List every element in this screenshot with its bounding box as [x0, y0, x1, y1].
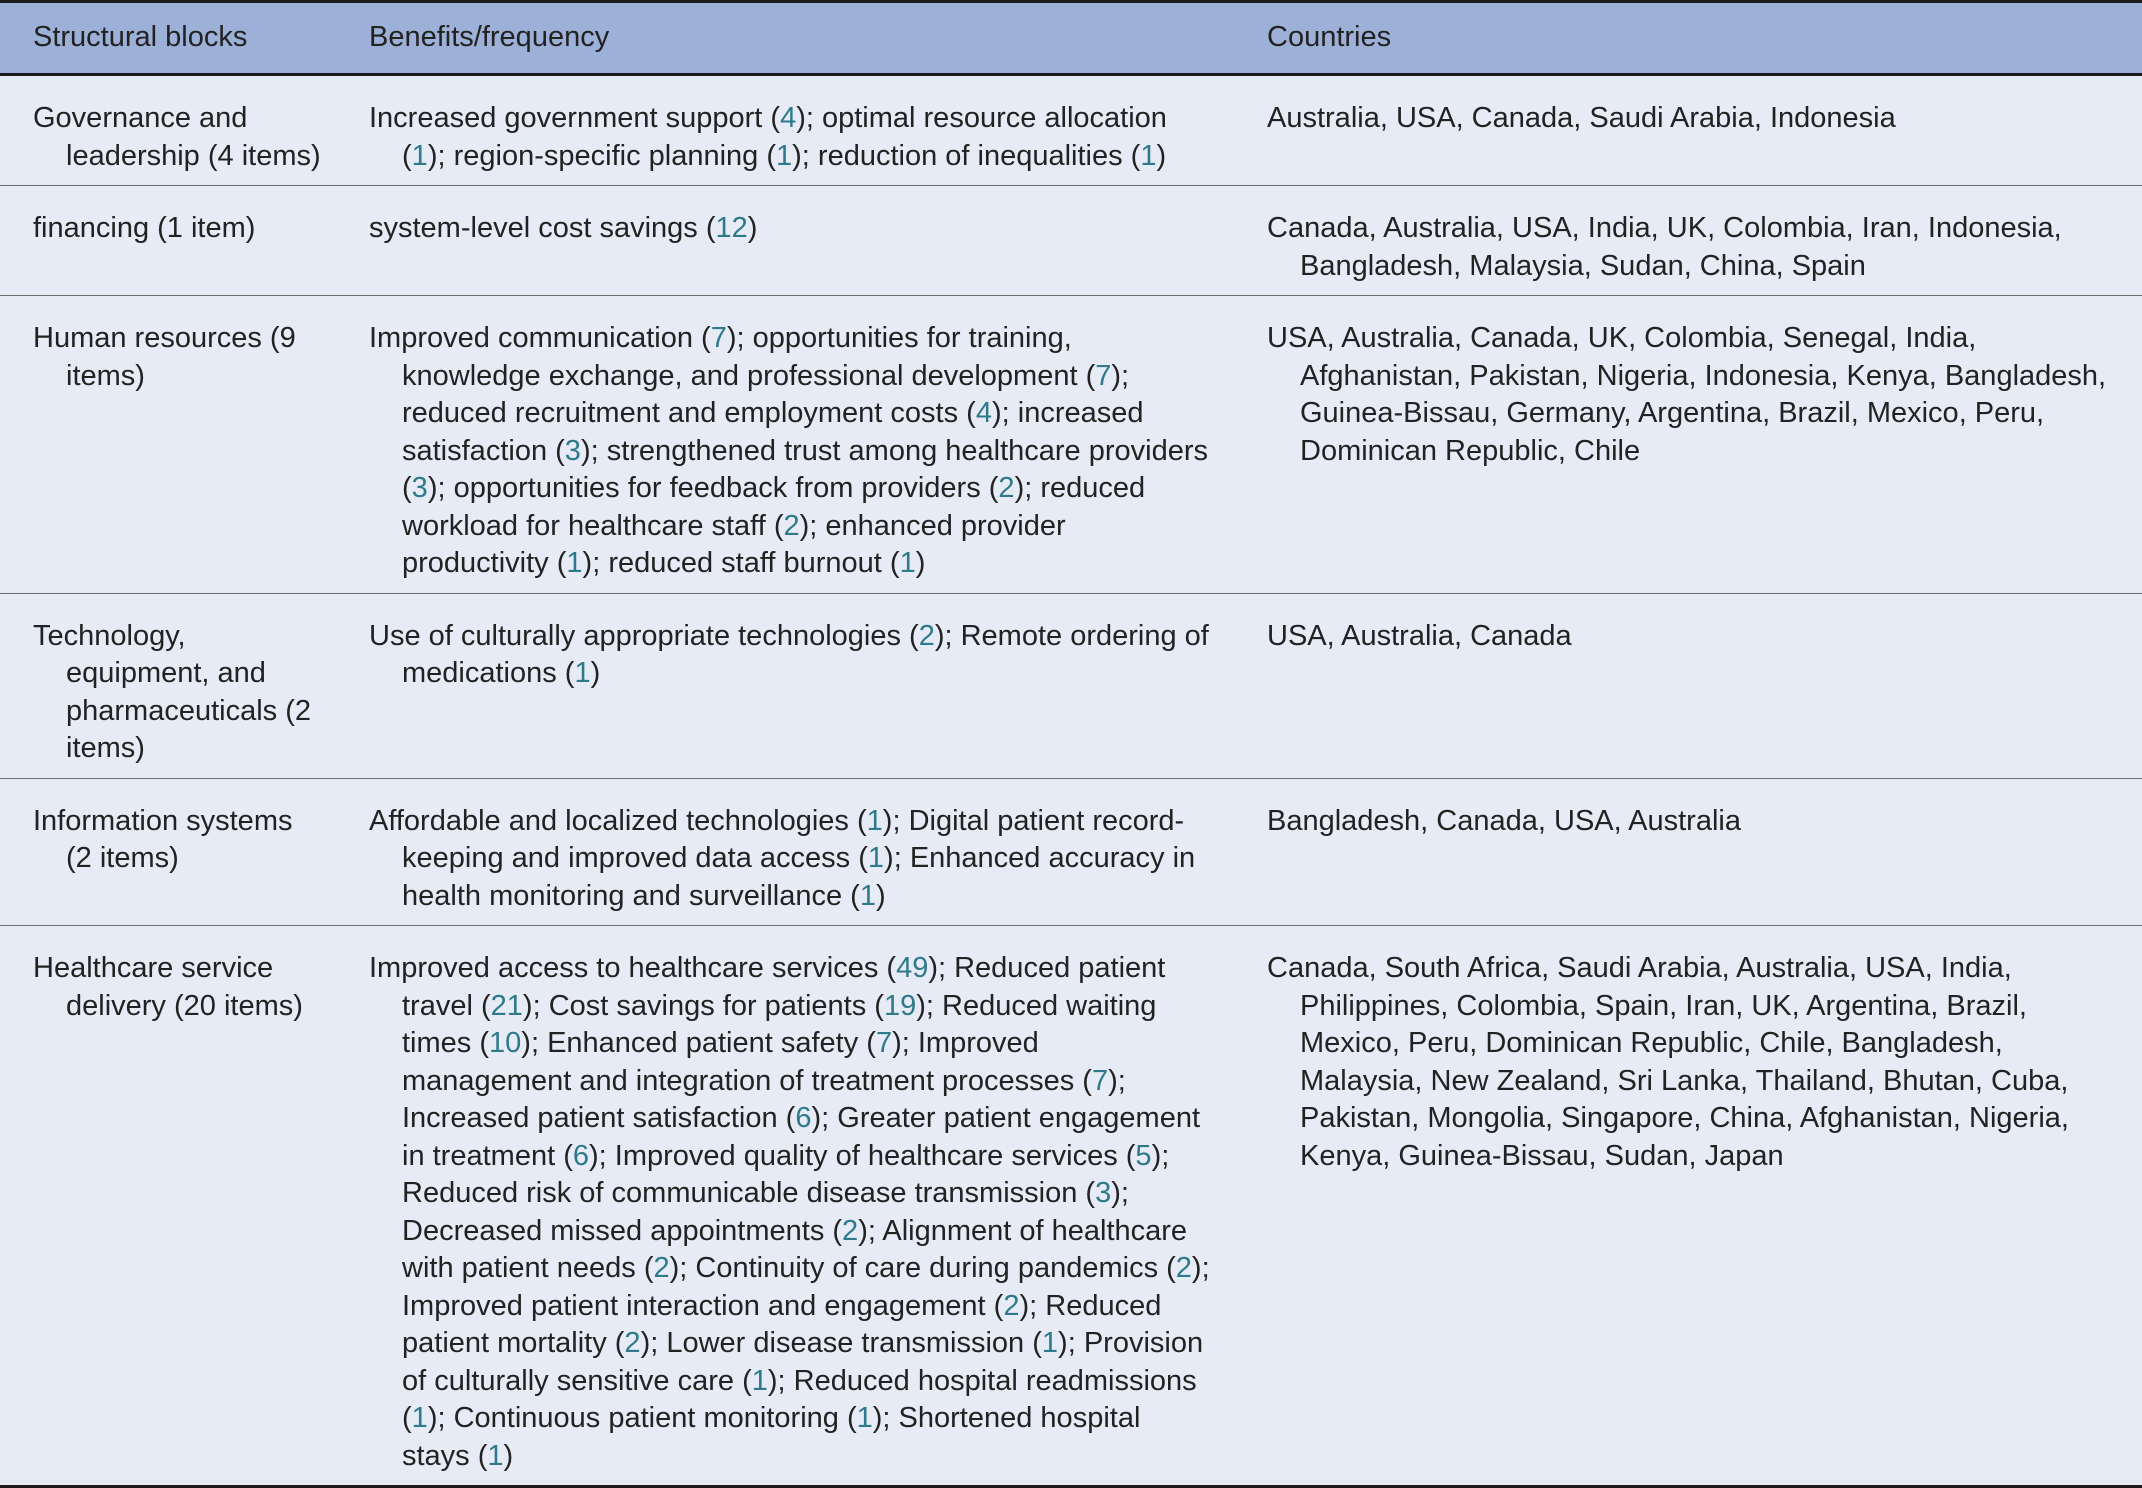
- benefit-text: opportunities for training, knowledge exchange, and professional development: [402, 322, 1078, 392]
- benefit-frequency: 2: [783, 509, 800, 542]
- benefit-frequency: 12: [715, 212, 748, 244]
- benefit-frequency: 21: [490, 989, 523, 1022]
- benefit-text: system-level cost savings: [369, 212, 698, 244]
- benefit-text: Alignment of healthcare with patient needs: [402, 1214, 1188, 1284]
- benefit-text: Reduced risk of communicable disease transmission: [402, 1177, 1078, 1209]
- benefit-frequency: 2: [624, 1327, 641, 1359]
- benefit-frequency: 4: [780, 102, 797, 134]
- benefits-list: Improved communication (7); opportunities for training, knowledge exchange, and professional development (7); reduced recruitment and employment costs (4); increased satisfaction (3); strengthened trust among healthcare providers (3); opportunities for feedback from providers (2); reduced workload for healthcare staff (2); enhanced provider productivity (1); reduced staff burnout (1): [369, 322, 1209, 579]
- benefit-text: Increased government support: [369, 102, 763, 134]
- countries-cell: [1234, 186, 2142, 296]
- benefit-text: Affordable and localized technologies: [369, 804, 849, 837]
- benefit-text: Provision of culturally sensitive care: [402, 1327, 1204, 1397]
- countries-list: USA, Australia, Canada, UK, Colombia, Senegal, India, Afghanistan, Pakistan, Nigeria, Indonesia, Kenya, Bangladesh, Guinea-Bissau, Germany, Argentina, Brazil, Mexico, Peru, Dominican Republic, Chile: [1267, 322, 2107, 467]
- structural-block-label: financing (1 item): [33, 212, 256, 244]
- structural-block-cell: [0, 778, 336, 926]
- benefit-frequency: 1: [1140, 139, 1157, 172]
- benefits-cell: [336, 926, 1234, 1487]
- countries-cell: [1234, 926, 2142, 1487]
- countries-cell: [1234, 296, 2142, 594]
- benefit-frequency: 2: [1175, 1252, 1192, 1284]
- benefit-text: increased satisfaction: [402, 397, 1144, 467]
- benefit-text: Improved patient interaction and engagement: [402, 1289, 986, 1322]
- benefit-frequency: 1: [487, 1439, 504, 1472]
- structural-block-label: Technology, equipment, and pharmaceuticals (2 items): [33, 619, 311, 764]
- benefit-text: Reduced patient mortality: [402, 1289, 1162, 1359]
- benefit-text: region-specific planning: [453, 139, 759, 172]
- benefit-frequency: 2: [918, 619, 935, 652]
- benefit-frequency: 5: [1135, 1139, 1152, 1172]
- countries-cell: [1234, 778, 2142, 926]
- benefit-frequency: 49: [896, 952, 929, 984]
- benefits-list: system-level cost savings (12): [369, 212, 758, 244]
- benefit-text: enhanced provider productivity: [402, 509, 1066, 579]
- benefit-frequency: 4: [975, 397, 992, 429]
- structural-block-label: Human resources (9 items): [33, 322, 296, 392]
- structural-block-cell: [0, 593, 336, 778]
- benefit-frequency: 1: [1041, 1327, 1059, 1359]
- benefit-frequency: 1: [566, 547, 583, 579]
- benefits-cell: [336, 75, 1234, 186]
- countries-list: Australia, USA, Canada, Saudi Arabia, Indonesia: [1267, 102, 1896, 134]
- table-row: [0, 778, 2142, 926]
- benefit-frequency: 7: [710, 322, 727, 354]
- benefit-frequency: 1: [856, 1402, 873, 1434]
- benefit-text: Greater patient engagement in treatment: [402, 1102, 1201, 1172]
- benefit-text: Digital patient record-keeping and improved data access: [402, 804, 1185, 874]
- benefit-frequency: 6: [572, 1139, 589, 1172]
- header-countries: Countries: [1234, 2, 2142, 75]
- benefit-text: Cost savings for patients: [548, 989, 867, 1022]
- benefit-text: Decreased missed appointments: [402, 1214, 825, 1247]
- benefit-text: Improved management and integration of treatment processes: [402, 1027, 1075, 1097]
- benefit-text: Lower disease transmission: [666, 1327, 1025, 1359]
- benefit-frequency: 1: [411, 1402, 428, 1434]
- benefits-list: Increased government support (4); optimal resource allocation (1); region-specific planning (1); reduction of inequalities (1): [369, 102, 1167, 172]
- benefit-frequency: 7: [1095, 359, 1112, 392]
- benefit-frequency: 1: [866, 804, 883, 837]
- structural-block-label: Governance and leadership (4 items): [33, 102, 321, 172]
- benefit-text: reduced staff burnout: [608, 547, 882, 579]
- benefit-frequency: 3: [564, 434, 581, 467]
- benefit-frequency: 1: [867, 842, 885, 874]
- benefit-frequency: 1: [899, 547, 916, 579]
- benefit-frequency: 6: [795, 1102, 812, 1134]
- table-body: [0, 75, 2142, 1487]
- benefits-list: Affordable and localized technologies (1); Digital patient record-keeping and improved data access (1); Enhanced accuracy in health monitoring and surveillance (1): [369, 804, 1196, 912]
- benefit-frequency: 1: [776, 139, 793, 172]
- benefit-text: opportunities for feedback from providers: [453, 472, 981, 504]
- benefits-cell: [336, 296, 1234, 594]
- benefits-cell: [336, 778, 1234, 926]
- benefit-text: Reduced waiting times: [402, 989, 1157, 1059]
- benefit-frequency: 3: [411, 472, 428, 504]
- benefit-frequency: 1: [859, 879, 876, 912]
- benefit-text: Increased patient satisfaction: [402, 1102, 778, 1134]
- benefit-text: Continuous patient monitoring: [453, 1402, 839, 1434]
- benefit-frequency: 1: [574, 657, 591, 689]
- benefit-frequency: 19: [883, 989, 917, 1022]
- benefit-text: Improved communication: [369, 322, 693, 354]
- structural-block-label: Healthcare service delivery (20 items): [33, 952, 303, 1022]
- benefit-text: reduced recruitment and employment costs: [402, 397, 959, 429]
- benefit-frequency: 3: [1095, 1177, 1112, 1209]
- benefit-text: Enhanced accuracy in health monitoring and surveillance: [402, 842, 1196, 912]
- benefits-list: Improved access to healthcare services (49); Reduced patient travel (21); Cost savings for patients (19); Reduced waiting times (10); Enhanced patient safety (7); Improved management and integration of treatment processes (7); Increased patient satisfaction (6); Greater patient engagement in treatment (6); Improved quality of healthcare services (5); Reduced risk of communicable disease transmission (3); Decreased missed appointments (2); Alignment of healthcare with patient needs (2); Continuity of care during pandemics (2); Improved patient interaction and engagement (2); Reduced patient mortality (2); Lower disease transmission (1); Provision of culturally sensitive care (1); Reduced hospital readmissions (1); Continuous patient monitoring (1); Shortened hospital stays (1): [369, 952, 1210, 1472]
- benefits-cell: [336, 593, 1234, 778]
- benefit-text: Improved access to healthcare services: [369, 952, 879, 984]
- countries-cell: [1234, 593, 2142, 778]
- benefit-text: Shortened hospital stays: [402, 1402, 1141, 1472]
- table-header: [0, 2, 2142, 75]
- benefit-frequency: 7: [875, 1027, 893, 1059]
- benefits-cell: [336, 186, 1234, 296]
- benefit-frequency: 2: [998, 472, 1015, 504]
- structural-block-cell: [0, 926, 336, 1487]
- benefit-text: reduced workload for healthcare staff: [402, 472, 1146, 542]
- countries-list: Bangladesh, Canada, USA, Australia: [1267, 804, 1741, 837]
- benefit-text: strengthened trust among healthcare providers: [606, 434, 1209, 467]
- benefit-text: optimal resource allocation: [821, 102, 1167, 134]
- table-row: [0, 926, 2142, 1487]
- benefit-frequency: 2: [653, 1252, 670, 1284]
- benefit-frequency: 10: [489, 1027, 522, 1059]
- benefit-frequency: 1: [751, 1364, 768, 1397]
- benefit-frequency: 1: [411, 139, 428, 172]
- countries-cell: [1234, 75, 2142, 186]
- benefit-text: Reduced hospital readmissions: [793, 1364, 1197, 1397]
- structural-block-cell: [0, 296, 336, 594]
- benefit-text: Remote ordering of medications: [402, 619, 1209, 689]
- benefits-list: Use of culturally appropriate technologies (2); Remote ordering of medications (1): [369, 619, 1209, 689]
- header-row: [0, 2, 2142, 75]
- benefit-frequency: 2: [842, 1214, 859, 1247]
- benefit-frequency: 2: [1003, 1289, 1020, 1322]
- countries-list: USA, Australia, Canada: [1267, 619, 1572, 652]
- header-benefits-frequency: Benefits/frequency: [336, 2, 1234, 75]
- countries-list: Canada, South Africa, Saudi Arabia, Australia, USA, India, Philippines, Colombia, Spain, Iran, UK, Argentina, Brazil, Mexico, Peru, Dominican Republic, Chile, Bangladesh, Malaysia, New Zealand, Sri Lanka, Thailand, Bhutan, Cuba, Pakistan, Mongolia, Singapore, China, Afghanistan, Nigeria, Kenya, Guinea-Bissau, Sudan, Japan: [1267, 952, 2069, 1172]
- structural-block-label: Information systems (2 items): [33, 804, 293, 874]
- benefit-text: Enhanced patient safety: [547, 1027, 859, 1059]
- benefit-text: Reduced patient travel: [402, 952, 1166, 1022]
- table-row: [0, 593, 2142, 778]
- benefit-frequency: 7: [1091, 1064, 1109, 1097]
- benefit-text: Use of culturally appropriate technologies: [369, 619, 901, 652]
- benefit-text: Improved quality of healthcare services: [614, 1139, 1118, 1172]
- structural-block-cell: [0, 186, 336, 296]
- benefit-text: Continuity of care during pandemics: [695, 1252, 1159, 1284]
- table-row: [0, 296, 2142, 594]
- table-row: [0, 75, 2142, 186]
- benefit-text: reduction of inequalities: [817, 139, 1123, 172]
- countries-list: Canada, Australia, USA, India, UK, Colombia, Iran, Indonesia, Bangladesh, Malaysia, Sudan, China, Spain: [1267, 212, 2062, 282]
- structural-block-cell: [0, 75, 336, 186]
- table-row: [0, 186, 2142, 296]
- header-structural-blocks: Structural blocks: [0, 2, 336, 75]
